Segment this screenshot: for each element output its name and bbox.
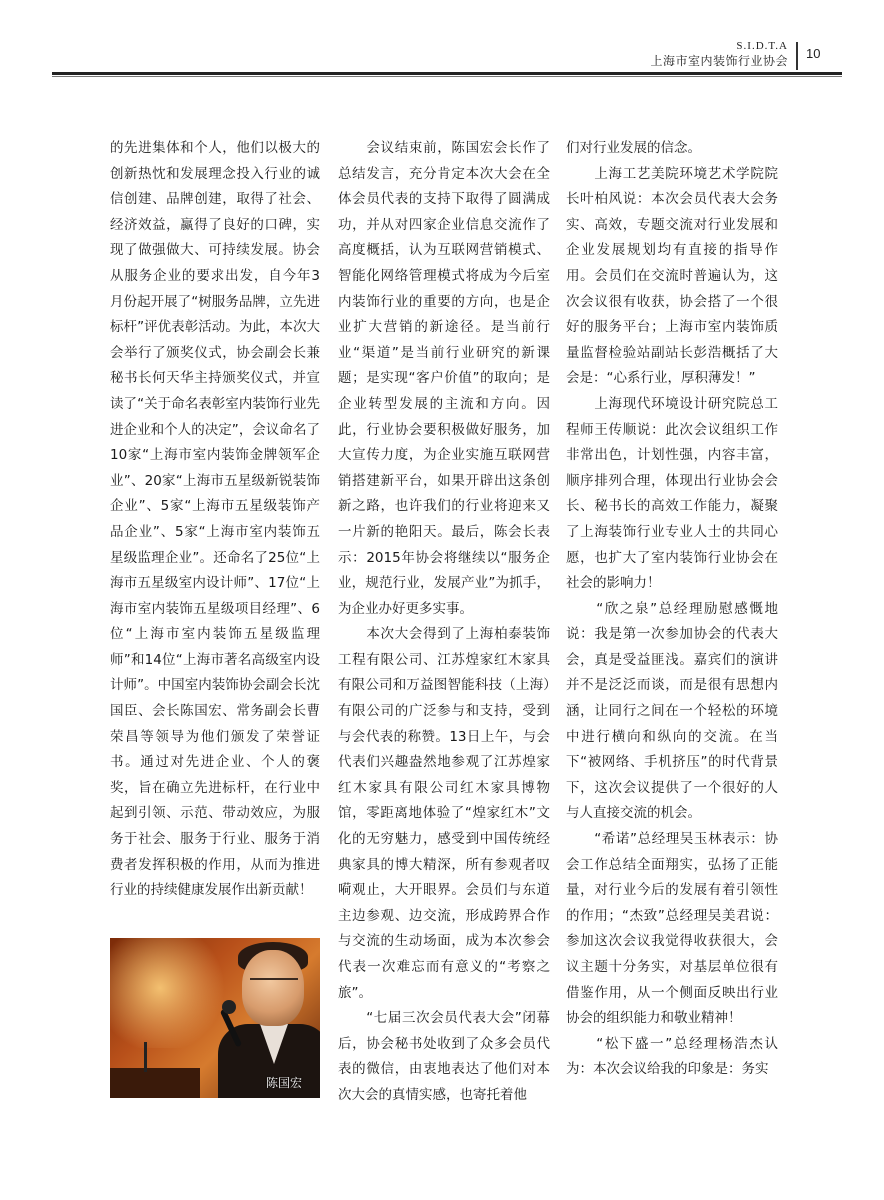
paragraph: 会议结束前，陈国宏会长作了总结发言，充分肯定本次大会在全体会员代表的支持下取得了圆满成功，并从对四家企业信息交流作了高度概括，认为互联网营销模式、智能化网络管理模式将成为今后室内装饰行业的重要的方向，也是企业扩大营销的新途径。是当前行业“渠道”是当前行业研究的新课题；是实现“客户价值”的取向；是企业转型发展的主流和方向。因此，行业协会要积极做好服务，加大宣传力度，为企业实施互联网营销搭建新平台，如果开辟出这条创新之路，也许我们的行业将迎来又一片新的艳阳天。最后，陈会长表示：2015年协会将继续以“服务企业，规范行业，发展产业”为抓手，为企业办好更多实事。 — [338, 140, 550, 617]
paragraph: “希诺”总经理吴玉林表示：协会工作总结全面翔实，弘扬了正能量，对行业今后的发展有着引领性的作用；“杰致”总经理吴美君说：参加这次会议我觉得收获很大，会议主题十分务实，对基层单位很有借鉴作用，从一个侧面反映出行业协会的组织能力和敬业精神！ — [566, 831, 778, 1027]
header-abbreviation: S.I.D.T.A — [736, 40, 788, 52]
paragraph: “欣之泉”总经理励慰感慨地说：我是第一次参加协会的代表大会，真是受益匪浅。嘉宾们的演讲并不是泛泛而谈，而是很有思想内涵，让同行之间在一个轻松的环境中进行横向和纵向的交流。在当下“被网络、手机挤压”的时代背景下，这次会议提供了一个很好的人与人直接交流的机会。 — [566, 600, 778, 822]
paragraph: 的先进集体和个人，他们以极大的创新热忱和发展理念投入行业的诚信创建、品牌创建，取得了社会、经济效益，赢得了良好的口碑，实现了做强做大、可持续发展。协会从服务企业的要求出发，自今年3月份起开展了“树服务品牌，立先进标杆”评优表彰活动。为此，本次大会举行了颁奖仪式，协会副会长兼秘书长何天华主持颁奖仪式，并宣读了“关于命名表彰室内装饰行业先进企业和个人的决定”，会议命名了10家“上海市室内装饰金牌领军企业”、20家“上海市五星级新锐装饰企业”、5家“上海市五星级装饰产品企业”、5家“上海市室内装饰五星级监理企业”。还命名了25位“上海市五星级室内设计师”、17位“上海市室内装饰五星级项目经理”、6位“上海市室内装饰五星级监理师”和14位“上海市著名高级室内设计师”。中国室内装饰协会副会长沈国臣、会长陈国宏、常务副会长曹荣昌等领导为他们颁发了荣誉证书。通过对先进企业、个人的褒奖，旨在确立先进标杆，在行业中起到引领、示范、带动效应，为服务于社会、服务于行业、服务于消费者发挥积极的作用，从而为推进行业的持续健康发展作出新贡献！ — [110, 140, 320, 899]
header-separator — [796, 42, 798, 70]
mic-stand — [144, 1042, 147, 1072]
page-number: 10 — [806, 46, 821, 61]
header-rule — [52, 72, 842, 75]
text-column-2 — [338, 136, 550, 1109]
header-organization: 上海市室内装饰行业协会 — [650, 54, 788, 68]
paragraph: 上海工艺美院环境艺术学院院长叶柏风说：本次会员代表大会务实、高效，专题交流对行业发展和企业发展规划均有直接的指导作用。会员们在交流时普遍认为，这次会议很有收获，协会搭了一个很好的服务平台；上海市室内装饰质量监督检验站副站长彭浩概括了大会是：“心系行业，厚积薄发！” — [566, 165, 778, 387]
text-column-1 — [110, 136, 320, 904]
podium — [110, 1068, 200, 1098]
microphone-head — [222, 1000, 236, 1014]
speaker-photo — [110, 938, 320, 1098]
text-column-3 — [566, 136, 778, 1083]
paragraph: “松下盛一”总经理杨浩杰认为：本次会议给我的印象是：务实 — [566, 1035, 778, 1078]
paragraph: 上海现代环境设计研究院总工程师王传顺说：此次会议组织工作非常出色，计划性强，内容丰富，顺序排列合理，体现出行业协会会长、秘书长的高效工作能力，凝聚了上海装饰行业专业人士的共同心愿，也扩大了室内装饰行业协会在社会的影响力！ — [566, 395, 778, 592]
header-rule-thin — [52, 76, 842, 77]
photo-caption: 陈国宏 — [266, 1076, 303, 1090]
stage-light — [110, 938, 230, 1048]
paragraph: 本次大会得到了上海柏泰装饰工程有限公司、江苏煌家红木家具有限公司和万益图智能科技（上海）有限公司的广泛参与和支持，受到与会代表的称赞。13日上午，与会代表们兴趣盎然地参观了江苏煌家红木家具有限公司红木家具博物馆，零距离地体验了“煌家红木”文化的无穷魅力，感受到中国传统经典家具的博大精深，所有参观者叹嗬观止，大开眼界。会员们与东道主边参观、边交流，形成跨界合作与交流的生动场面，成为本次参会代表一次难忘而有意义的“考察之旅”。 — [338, 626, 550, 1001]
paragraph: 们对行业发展的信念。 — [566, 140, 701, 156]
paragraph: “七届三次会员代表大会”闭幕后，协会秘书处收到了众多会员代表的微信，由衷地表达了他们对本次大会的真情实感，也寄托着他 — [338, 1010, 550, 1103]
glasses — [250, 978, 298, 990]
